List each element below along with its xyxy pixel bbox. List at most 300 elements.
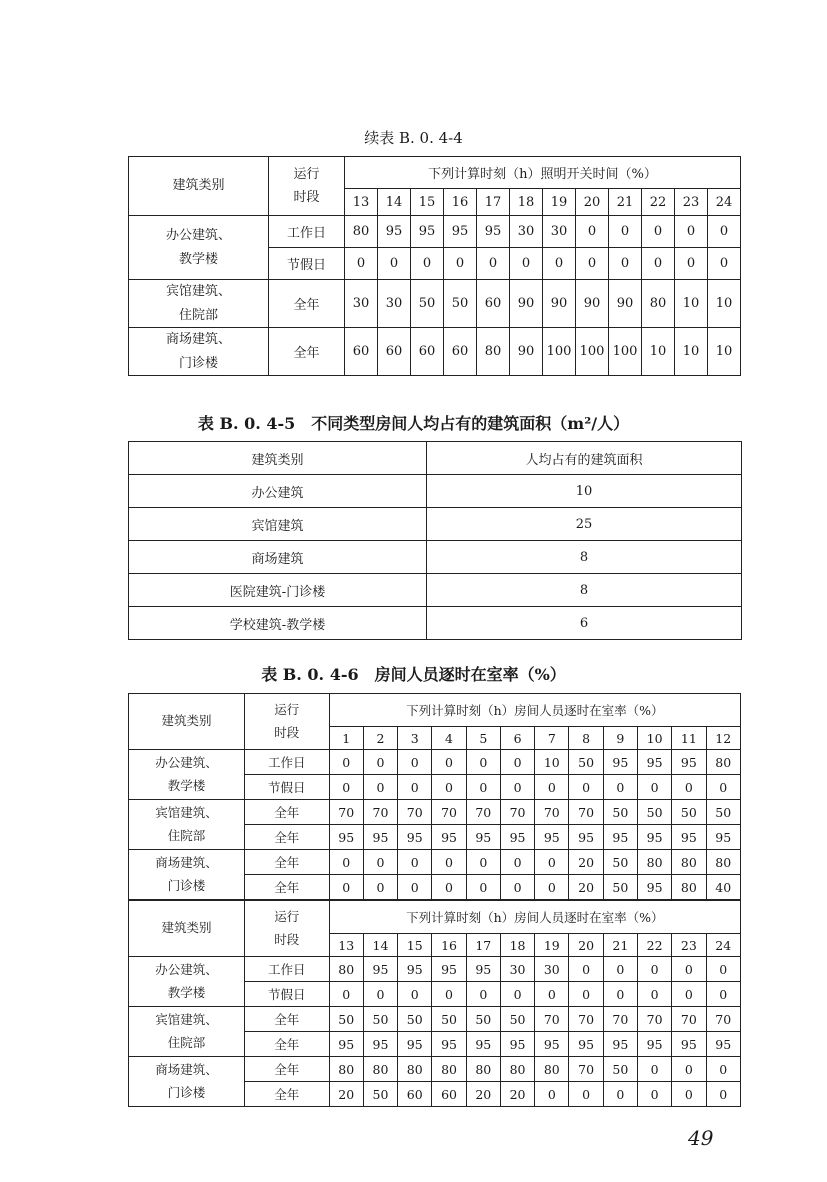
value-cell: 80	[706, 850, 740, 875]
row-period: 工作日	[269, 216, 345, 248]
value-cell: 95	[466, 957, 500, 982]
value-cell: 100	[576, 328, 609, 376]
value-cell: 90	[510, 280, 543, 328]
col-header-period-line: 时段	[293, 190, 320, 205]
value-cell: 80	[637, 850, 671, 875]
value-cell: 60	[444, 328, 477, 376]
value-cell: 90	[609, 280, 642, 328]
value-cell: 95	[535, 1032, 569, 1057]
value-cell: 95	[603, 825, 637, 850]
value-cell: 80	[345, 216, 378, 248]
header-row	[129, 442, 742, 475]
row-period: 节假日	[269, 248, 345, 280]
page-number: 49	[688, 1126, 714, 1150]
hour-cell: 23	[672, 934, 706, 957]
value-cell: 80	[672, 850, 706, 875]
value-cell: 0	[708, 216, 741, 248]
row-category-line: 办公建筑、	[155, 962, 218, 977]
value-cell: 0	[576, 248, 609, 280]
value-cell: 95	[432, 1032, 466, 1057]
hour-cell: 21	[609, 189, 642, 216]
value-cell: 0	[510, 248, 543, 280]
hour-cell: 15	[411, 189, 444, 216]
value-cell: 0	[675, 248, 708, 280]
row-value: 6	[427, 607, 742, 640]
header-row	[129, 157, 741, 189]
row-period: 节假日	[244, 775, 329, 800]
col-header-period-line: 时段	[274, 931, 300, 947]
col-header-category	[129, 900, 245, 957]
value-cell: 0	[569, 982, 603, 1007]
value-cell: 95	[500, 1032, 534, 1057]
value-cell: 20	[569, 875, 603, 901]
value-cell: 0	[675, 216, 708, 248]
value-cell: 90	[543, 280, 576, 328]
value-cell: 0	[466, 750, 500, 775]
value-cell: 50	[603, 850, 637, 875]
value-cell: 50	[432, 1007, 466, 1032]
value-cell: 60	[477, 280, 510, 328]
header-row	[129, 900, 741, 934]
value-cell: 0	[466, 850, 500, 875]
value-cell: 70	[569, 1057, 603, 1082]
value-cell: 0	[706, 957, 740, 982]
value-cell: 50	[411, 280, 444, 328]
value-cell: 70	[398, 800, 432, 825]
value-cell: 80	[329, 1057, 363, 1082]
value-cell: 80	[398, 1057, 432, 1082]
value-cell: 0	[363, 750, 397, 775]
value-cell: 95	[637, 875, 671, 901]
value-cell: 30	[543, 216, 576, 248]
row-category-line: 住院部	[167, 827, 206, 843]
table2-caption: 表 B. 0. 4-5 不同类型房间人均占有的建筑面积（m²/人）	[197, 414, 630, 433]
row-category-line: 教学楼	[167, 777, 206, 793]
table-row	[129, 541, 742, 574]
value-cell: 50	[672, 800, 706, 825]
hour-cell: 24	[706, 934, 740, 957]
value-cell: 80	[535, 1057, 569, 1082]
value-cell: 0	[432, 982, 466, 1007]
value-cell: 70	[535, 1007, 569, 1032]
hour-cell: 6	[500, 727, 534, 750]
value-cell: 0	[432, 750, 466, 775]
value-cell: 95	[637, 1032, 671, 1057]
value-cell: 0	[411, 248, 444, 280]
col-header-period	[244, 900, 329, 957]
row-category-line: 住院部	[167, 1034, 206, 1050]
row-category-line: 教学楼	[167, 984, 206, 1000]
row-category-line: 商场建筑、	[165, 332, 231, 348]
row-value: 8	[427, 574, 742, 607]
value-cell: 0	[466, 982, 500, 1007]
value-cell: 90	[510, 328, 543, 376]
value-cell: 0	[363, 775, 397, 800]
row-category: 宾馆建筑	[129, 508, 427, 541]
hour-cell: 24	[708, 189, 741, 216]
value-cell: 0	[708, 248, 741, 280]
table-row	[129, 850, 741, 875]
row-category-line: 教学楼	[178, 251, 218, 267]
row-category-line: 商场建筑、	[155, 1062, 218, 1077]
value-cell: 50	[603, 875, 637, 901]
row-category: 商场建筑	[129, 541, 427, 574]
value-cell: 0	[500, 875, 534, 901]
table-row	[129, 280, 741, 328]
value-cell: 0	[637, 775, 671, 800]
hour-cell: 8	[569, 727, 603, 750]
value-cell: 50	[603, 800, 637, 825]
value-cell: 95	[432, 957, 466, 982]
value-cell: 20	[329, 1082, 363, 1107]
value-cell: 30	[510, 216, 543, 248]
value-cell: 0	[398, 750, 432, 775]
value-cell: 0	[444, 248, 477, 280]
col-header-period-line: 运行	[293, 166, 320, 182]
value-cell: 10	[675, 280, 708, 328]
hour-cell: 21	[603, 934, 637, 957]
value-cell: 0	[345, 248, 378, 280]
value-cell: 95	[398, 1032, 432, 1057]
value-cell: 0	[609, 216, 642, 248]
value-cell: 95	[398, 957, 432, 982]
hour-cell: 17	[477, 189, 510, 216]
value-cell: 100	[543, 328, 576, 376]
value-cell: 0	[432, 775, 466, 800]
row-category	[129, 280, 269, 328]
value-cell: 80	[672, 875, 706, 901]
value-cell: 0	[398, 982, 432, 1007]
table-b045-area-per-person	[128, 441, 742, 640]
col-header-span: 下列计算时刻（h）照明开关时间（%）	[345, 157, 741, 189]
value-cell: 0	[432, 875, 466, 901]
value-cell: 95	[637, 750, 671, 775]
value-cell: 70	[603, 1007, 637, 1032]
value-cell: 0	[706, 1057, 740, 1082]
value-cell: 30	[500, 957, 534, 982]
table-row	[129, 800, 741, 825]
header-row	[129, 694, 741, 727]
row-category	[129, 850, 245, 901]
value-cell: 10	[708, 328, 741, 376]
table-row	[129, 574, 742, 607]
value-cell: 0	[500, 982, 534, 1007]
col-header: 建筑类别	[129, 442, 427, 475]
value-cell: 0	[603, 1082, 637, 1107]
value-cell: 30	[378, 280, 411, 328]
value-cell: 10	[708, 280, 741, 328]
value-cell: 0	[477, 248, 510, 280]
value-cell: 0	[535, 875, 569, 901]
value-cell: 95	[637, 825, 671, 850]
value-cell: 95	[500, 825, 534, 850]
value-cell: 0	[637, 957, 671, 982]
hour-cell: 18	[510, 189, 543, 216]
value-cell: 30	[345, 280, 378, 328]
row-category	[129, 957, 245, 1007]
hour-cell: 7	[535, 727, 569, 750]
row-period: 全年	[244, 875, 329, 901]
value-cell: 0	[500, 750, 534, 775]
value-cell: 0	[535, 982, 569, 1007]
value-cell: 0	[363, 850, 397, 875]
table-row	[129, 1007, 741, 1032]
value-cell: 70	[706, 1007, 740, 1032]
value-cell: 0	[500, 850, 534, 875]
value-cell: 50	[466, 1007, 500, 1032]
col-header-category-line: 建筑类别	[161, 920, 212, 936]
hour-cell: 23	[675, 189, 708, 216]
row-category-line: 宾馆建筑、	[155, 805, 218, 820]
value-cell: 100	[609, 328, 642, 376]
value-cell: 60	[378, 328, 411, 376]
hour-cell: 20	[569, 934, 603, 957]
value-cell: 10	[675, 328, 708, 376]
value-cell: 95	[411, 216, 444, 248]
value-cell: 0	[569, 775, 603, 800]
value-cell: 0	[672, 775, 706, 800]
value-cell: 10	[642, 328, 675, 376]
row-category-line: 门诊楼	[167, 1084, 206, 1100]
value-cell: 0	[543, 248, 576, 280]
value-cell: 95	[329, 825, 363, 850]
value-cell: 0	[603, 982, 637, 1007]
value-cell: 0	[378, 248, 411, 280]
col-header-period-line: 运行	[274, 702, 300, 717]
hour-cell: 12	[706, 727, 740, 750]
value-cell: 30	[535, 957, 569, 982]
row-value: 10	[427, 475, 742, 508]
value-cell: 20	[569, 850, 603, 875]
row-category	[129, 800, 245, 850]
value-cell: 80	[329, 957, 363, 982]
value-cell: 50	[706, 800, 740, 825]
row-period: 工作日	[244, 750, 329, 775]
hour-cell: 20	[576, 189, 609, 216]
hour-cell: 19	[535, 934, 569, 957]
value-cell: 0	[706, 1082, 740, 1107]
row-period: 工作日	[244, 957, 329, 982]
value-cell: 80	[363, 1057, 397, 1082]
value-cell: 20	[500, 1082, 534, 1107]
value-cell: 60	[345, 328, 378, 376]
table3-caption: 表 B. 0. 4-6 房间人员逐时在室率（%）	[261, 665, 566, 684]
value-cell: 0	[432, 850, 466, 875]
value-cell: 80	[466, 1057, 500, 1082]
value-cell: 50	[500, 1007, 534, 1032]
row-period: 全年	[244, 1082, 329, 1107]
table-row	[129, 607, 742, 640]
hour-cell: 16	[432, 934, 466, 957]
row-category-line: 宾馆建筑、	[155, 1012, 218, 1027]
row-period: 全年	[244, 850, 329, 875]
col-header-span: 下列计算时刻（h）房间人员逐时在室率（%）	[329, 694, 740, 727]
hour-cell: 13	[329, 934, 363, 957]
row-period: 全年	[244, 1032, 329, 1057]
value-cell: 95	[363, 957, 397, 982]
value-cell: 0	[466, 775, 500, 800]
row-period: 全年	[244, 800, 329, 825]
row-period: 全年	[269, 280, 345, 328]
table1-caption: 续表 B. 0. 4-4	[364, 129, 463, 147]
value-cell: 0	[363, 982, 397, 1007]
value-cell: 90	[576, 280, 609, 328]
value-cell: 95	[672, 750, 706, 775]
row-category-line: 住院部	[178, 307, 218, 323]
value-cell: 95	[603, 750, 637, 775]
value-cell: 0	[398, 850, 432, 875]
hour-cell: 22	[642, 189, 675, 216]
value-cell: 0	[637, 1057, 671, 1082]
col-header-category-line: 建筑类别	[161, 713, 212, 729]
hour-cell: 17	[466, 934, 500, 957]
value-cell: 60	[411, 328, 444, 376]
row-category	[129, 750, 245, 800]
value-cell: 95	[363, 1032, 397, 1057]
value-cell: 0	[329, 850, 363, 875]
value-cell: 95	[398, 825, 432, 850]
value-cell: 95	[477, 216, 510, 248]
value-cell: 20	[466, 1082, 500, 1107]
value-cell: 95	[432, 825, 466, 850]
value-cell: 95	[706, 825, 740, 850]
value-cell: 0	[398, 875, 432, 901]
table-row	[129, 957, 741, 982]
value-cell: 0	[706, 982, 740, 1007]
col-header-span: 下列计算时刻（h）房间人员逐时在室率（%）	[329, 900, 740, 934]
row-category: 办公建筑	[129, 475, 427, 508]
row-category-line: 商场建筑、	[155, 855, 218, 870]
hour-cell: 5	[466, 727, 500, 750]
value-cell: 0	[363, 875, 397, 901]
value-cell: 0	[535, 775, 569, 800]
value-cell: 95	[706, 1032, 740, 1057]
hour-cell: 14	[363, 934, 397, 957]
row-period: 全年	[244, 825, 329, 850]
value-cell: 70	[432, 800, 466, 825]
value-cell: 50	[398, 1007, 432, 1032]
value-cell: 0	[329, 982, 363, 1007]
value-cell: 0	[329, 775, 363, 800]
value-cell: 70	[500, 800, 534, 825]
value-cell: 40	[706, 875, 740, 901]
row-period: 节假日	[244, 982, 329, 1007]
value-cell: 0	[672, 957, 706, 982]
value-cell: 70	[466, 800, 500, 825]
row-category-line: 办公建筑、	[165, 228, 231, 244]
row-value: 8	[427, 541, 742, 574]
value-cell: 50	[363, 1082, 397, 1107]
value-cell: 95	[535, 825, 569, 850]
value-cell: 0	[637, 1082, 671, 1107]
hour-cell: 15	[398, 934, 432, 957]
value-cell: 50	[329, 1007, 363, 1032]
value-cell: 95	[672, 825, 706, 850]
value-cell: 50	[603, 1057, 637, 1082]
value-cell: 95	[329, 1032, 363, 1057]
col-header-period	[269, 157, 345, 216]
hour-cell: 10	[637, 727, 671, 750]
row-category	[129, 216, 269, 280]
value-cell: 0	[642, 216, 675, 248]
value-cell: 60	[432, 1082, 466, 1107]
value-cell: 0	[706, 775, 740, 800]
row-category	[129, 1057, 245, 1107]
value-cell: 0	[576, 216, 609, 248]
value-cell: 0	[672, 1082, 706, 1107]
row-category: 学校建筑-教学楼	[129, 607, 427, 640]
table-row	[129, 750, 741, 775]
value-cell: 95	[466, 825, 500, 850]
value-cell: 60	[398, 1082, 432, 1107]
row-period: 全年	[244, 1007, 329, 1032]
hour-cell: 18	[500, 934, 534, 957]
value-cell: 0	[569, 957, 603, 982]
value-cell: 70	[569, 1007, 603, 1032]
row-category-line: 办公建筑、	[155, 755, 218, 770]
hour-cell: 13	[345, 189, 378, 216]
col-header-category	[129, 694, 245, 750]
value-cell: 0	[329, 750, 363, 775]
value-cell: 80	[500, 1057, 534, 1082]
col-header-category-line: 建筑类别	[172, 178, 225, 194]
value-cell: 0	[535, 1082, 569, 1107]
col-header-category	[129, 157, 269, 216]
value-cell: 95	[672, 1032, 706, 1057]
value-cell: 0	[603, 957, 637, 982]
value-cell: 80	[432, 1057, 466, 1082]
value-cell: 50	[444, 280, 477, 328]
value-cell: 0	[535, 850, 569, 875]
value-cell: 70	[329, 800, 363, 825]
value-cell: 0	[672, 982, 706, 1007]
row-category-line: 宾馆建筑、	[165, 284, 231, 300]
table-b044-continued	[128, 156, 741, 376]
hour-cell: 19	[543, 189, 576, 216]
value-cell: 95	[466, 1032, 500, 1057]
value-cell: 0	[500, 775, 534, 800]
hour-cell: 22	[637, 934, 671, 957]
value-cell: 70	[363, 800, 397, 825]
value-cell: 0	[609, 248, 642, 280]
row-category	[129, 1007, 245, 1057]
table-row	[129, 475, 742, 508]
row-category: 医院建筑-门诊楼	[129, 574, 427, 607]
value-cell: 80	[477, 328, 510, 376]
value-cell: 95	[444, 216, 477, 248]
value-cell: 70	[637, 1007, 671, 1032]
hour-cell: 4	[432, 727, 466, 750]
value-cell: 0	[398, 775, 432, 800]
row-category-line: 门诊楼	[167, 877, 206, 893]
row-period: 全年	[244, 1057, 329, 1082]
value-cell: 10	[535, 750, 569, 775]
row-category	[129, 328, 269, 376]
hour-cell: 11	[672, 727, 706, 750]
value-cell: 95	[603, 1032, 637, 1057]
table-b046-occupancy-rate	[128, 693, 741, 1107]
value-cell: 0	[569, 1082, 603, 1107]
value-cell: 70	[672, 1007, 706, 1032]
value-cell: 50	[363, 1007, 397, 1032]
value-cell: 70	[569, 800, 603, 825]
col-header: 人均占有的建筑面积	[427, 442, 742, 475]
value-cell: 95	[378, 216, 411, 248]
value-cell: 0	[642, 248, 675, 280]
hour-cell: 14	[378, 189, 411, 216]
table-row	[129, 508, 742, 541]
col-header-period-line: 时段	[274, 724, 300, 740]
